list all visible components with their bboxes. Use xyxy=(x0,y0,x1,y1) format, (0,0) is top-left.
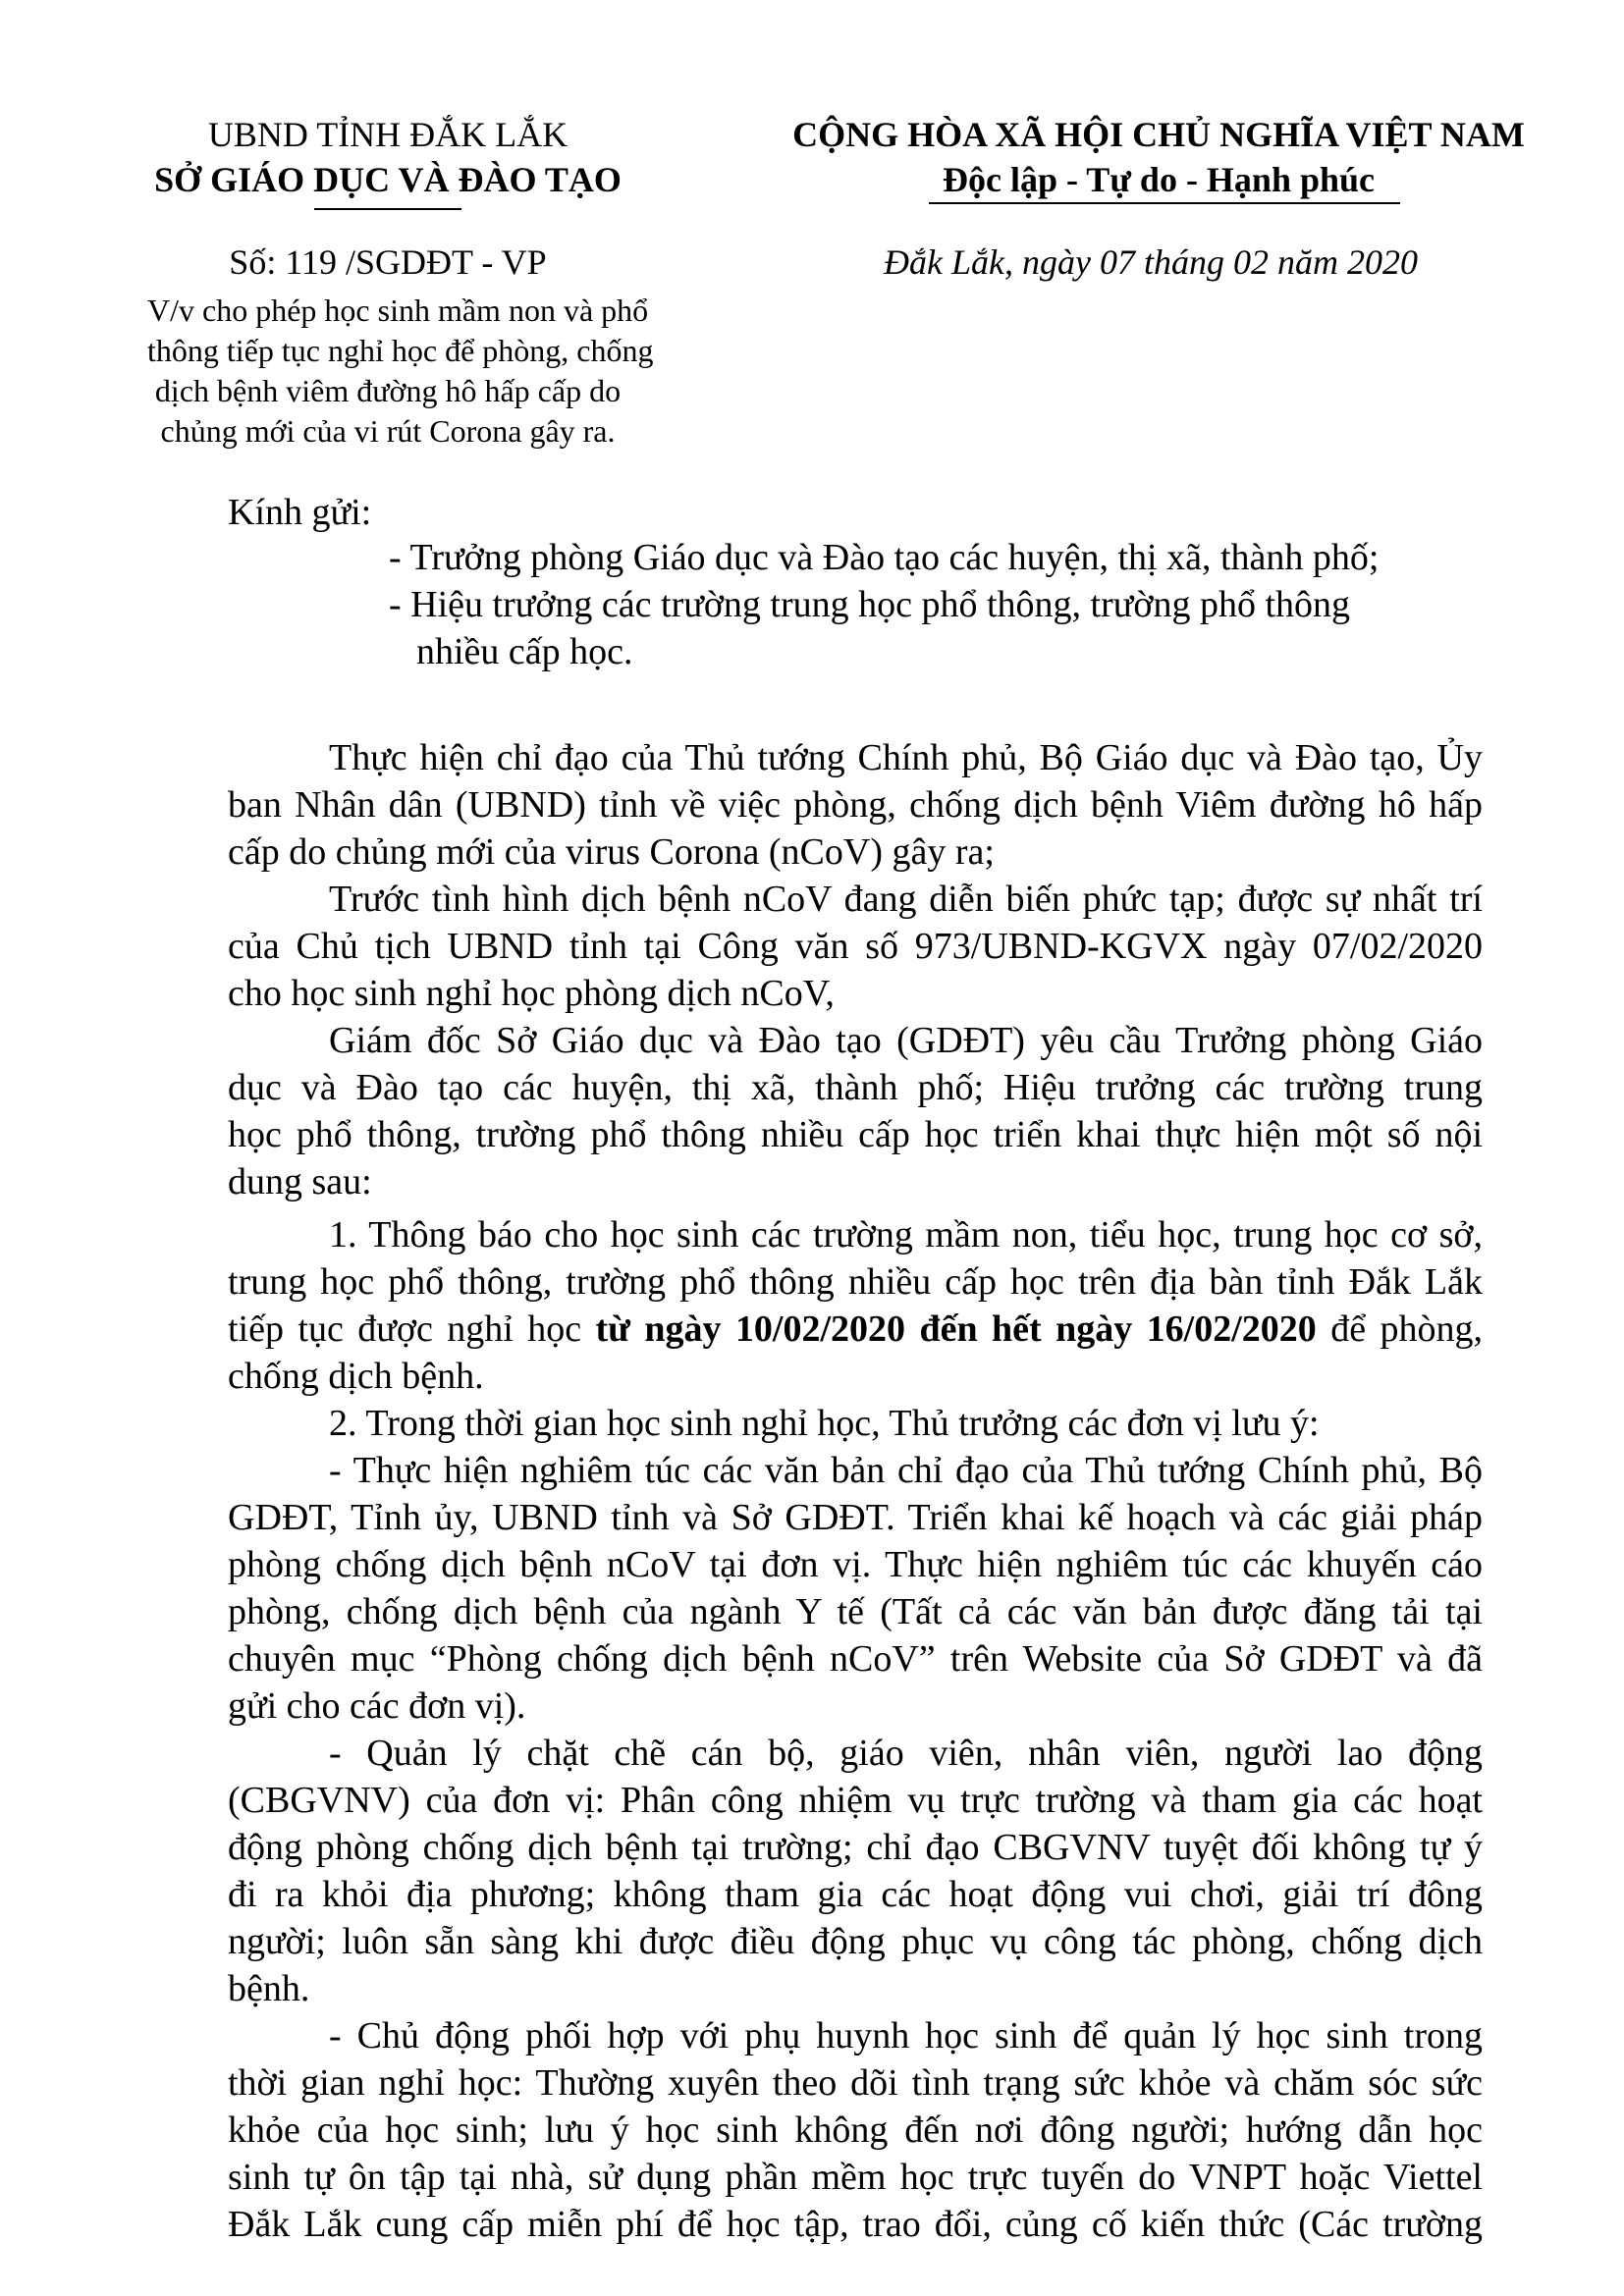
body-line: khỏe của học sinh; lưu ý học sinh không đến nơi đông người; hướng dẫn học xyxy=(228,2109,1483,2151)
body-line: trung học phổ thông, trường phổ thông nhiều cấp học trên địa bàn tỉnh Đắk Lắk xyxy=(228,1261,1483,1303)
issuer-underline xyxy=(314,208,461,210)
body-line: bệnh. xyxy=(228,1968,310,2009)
closure-period: từ ngày 10/02/2020 đến hết ngày 16/02/2020 xyxy=(595,1308,1317,1350)
body-line: cho học sinh nghỉ học phòng dịch nCoV, xyxy=(228,973,835,1014)
body-line: thời gian nghỉ học: Thường xuyên theo dõi tình trạng sức khỏe và chăm sóc sức xyxy=(228,2062,1483,2104)
body-line: GDĐT, Tỉnh ủy, UBND tỉnh và Sở GDĐT. Triển khai kế hoạch và các giải pháp xyxy=(228,1497,1483,1538)
body-line: 2. Trong thời gian học sinh nghỉ học, Thủ trưởng các đơn vị lưu ý: xyxy=(329,1403,1320,1444)
body-line: cấp do chủng mới của virus Corona (nCoV) gây ra; xyxy=(228,831,995,873)
recipient-item: - Trưởng phòng Giáo dục và Đào tạo các huyện, thị xã, thành phố; xyxy=(389,537,1380,578)
body-line-mixed xyxy=(228,1306,1483,1353)
subject-line: dịch bệnh viêm đường hô hấp cấp do xyxy=(154,373,622,408)
place-and-date: Đắk Lắk, ngày 07 tháng 02 năm 2020 xyxy=(884,242,1418,282)
body-line: học phổ thông, trường phổ thông nhiều cấp học triển khai thực hiện một số nội xyxy=(228,1114,1483,1155)
body-line: Thực hiện chỉ đạo của Thủ tướng Chính phủ, Bộ Giáo dục và Đào tạo, Ủy xyxy=(329,737,1483,778)
body-line: của Chủ tịch UBND tỉnh tại Công văn số 973/UBND-KGVX ngày 07/02/2020 xyxy=(228,926,1483,967)
subject-block xyxy=(147,291,654,452)
body-line: - Thực hiện nghiêm túc các văn bản chỉ đạo của Thủ tướng Chính phủ, Bộ xyxy=(329,1450,1483,1491)
body-line: Đắk Lắk cung cấp miễn phí để học tập, trao đổi, củng cố kiến thức (Các trường xyxy=(228,2204,1483,2245)
body-line: ban Nhân dân (UBND) tỉnh về việc phòng, chống dịch bệnh Viêm đường hô hấp xyxy=(228,784,1483,826)
national-title-block xyxy=(766,112,1551,202)
subject-line: thông tiếp tục nghỉ học để phòng, chống xyxy=(147,333,654,368)
body-line: phòng, chống dịch bệnh của ngành Y tế (Tất cả các văn bản được đăng tải tại xyxy=(228,1591,1483,1632)
body-line: chuyên mục “Phòng chống dịch bệnh nCoV” trên Website của Sở GDĐT và đã xyxy=(228,1638,1483,1680)
subject-line: V/v cho phép học sinh mầm non và phổ xyxy=(147,293,649,328)
motto-underline xyxy=(929,202,1400,204)
national-title: CỘNG HÒA XÃ HỘI CHỦ NGHĨA VIỆT NAM xyxy=(792,115,1525,154)
body-line: người; luôn sẵn sàng khi được điều động phục vụ công tác phòng, chống dịch xyxy=(228,1921,1483,1962)
body-line: phòng chống dịch bệnh nCoV tại đơn vị. Thực hiện nghiêm túc các khuyến cáo xyxy=(228,1544,1483,1585)
recipient-item: - Hiệu trưởng các trường trung học phổ thông, trường phổ thông xyxy=(389,584,1351,625)
recipients-label: Kính gửi: xyxy=(228,492,372,533)
body-line: dục và Đào tạo các huyện, thị xã, thành phố; Hiệu trưởng các trường trung xyxy=(228,1067,1483,1108)
body-line: 1. Thông báo cho học sinh các trường mầm non, tiểu học, trung học cơ sở, xyxy=(329,1214,1483,1255)
document-number: Số: 119 /SGDĐT - VP xyxy=(229,242,547,282)
body-line: chống dịch bệnh. xyxy=(228,1356,484,1397)
body-line: Giám đốc Sở Giáo dục và Đào tạo (GDĐT) yêu cầu Trưởng phòng Giáo xyxy=(329,1020,1483,1061)
body-text-run: để phòng, xyxy=(1330,1308,1483,1350)
national-motto: Độc lập - Tự do - Hạnh phúc xyxy=(942,160,1376,199)
body-line: Trước tình hình dịch bệnh nCoV đang diễn biến phức tạp; được sự nhất trí xyxy=(329,879,1483,920)
subject-line: chủng mới của vi rút Corona gây ra. xyxy=(160,413,616,449)
body-line: - Quản lý chặt chẽ cán bộ, giáo viên, nhân viên, người lao động xyxy=(329,1733,1483,1774)
province-committee: UBND TỈNH ĐẮK LẮK xyxy=(207,115,568,154)
body-text-run: tiếp tục được nghỉ học xyxy=(228,1308,582,1350)
body-line: - Chủ động phối hợp với phụ huynh học sinh để quản lý học sinh trong xyxy=(329,2015,1483,2056)
body-line: gửi cho các đơn vị). xyxy=(228,1685,526,1727)
issuer-block xyxy=(147,112,628,202)
body-line: (CBGVNV) của đơn vị: Phân công nhiệm vụ trực trường và tham gia các hoạt xyxy=(228,1780,1483,1821)
body-line: sinh tự ôn tập tại nhà, sử dụng phần mềm học trực tuyến do VNPT hoặc Viettel xyxy=(228,2157,1483,2198)
body-line: động phòng chống dịch bệnh tại trường; chỉ đạo CBGVNV tuyệt đối không tự ý xyxy=(228,1827,1483,1868)
issuing-department: SỞ GIÁO DỤC VÀ ĐÀO TẠO xyxy=(154,160,622,199)
recipient-item: nhiều cấp học. xyxy=(416,631,633,672)
body-line: đi ra khỏi địa phương; không tham gia các hoạt động vui chơi, giải trí đông xyxy=(228,1874,1483,1915)
body-line: dung sau: xyxy=(228,1161,372,1202)
